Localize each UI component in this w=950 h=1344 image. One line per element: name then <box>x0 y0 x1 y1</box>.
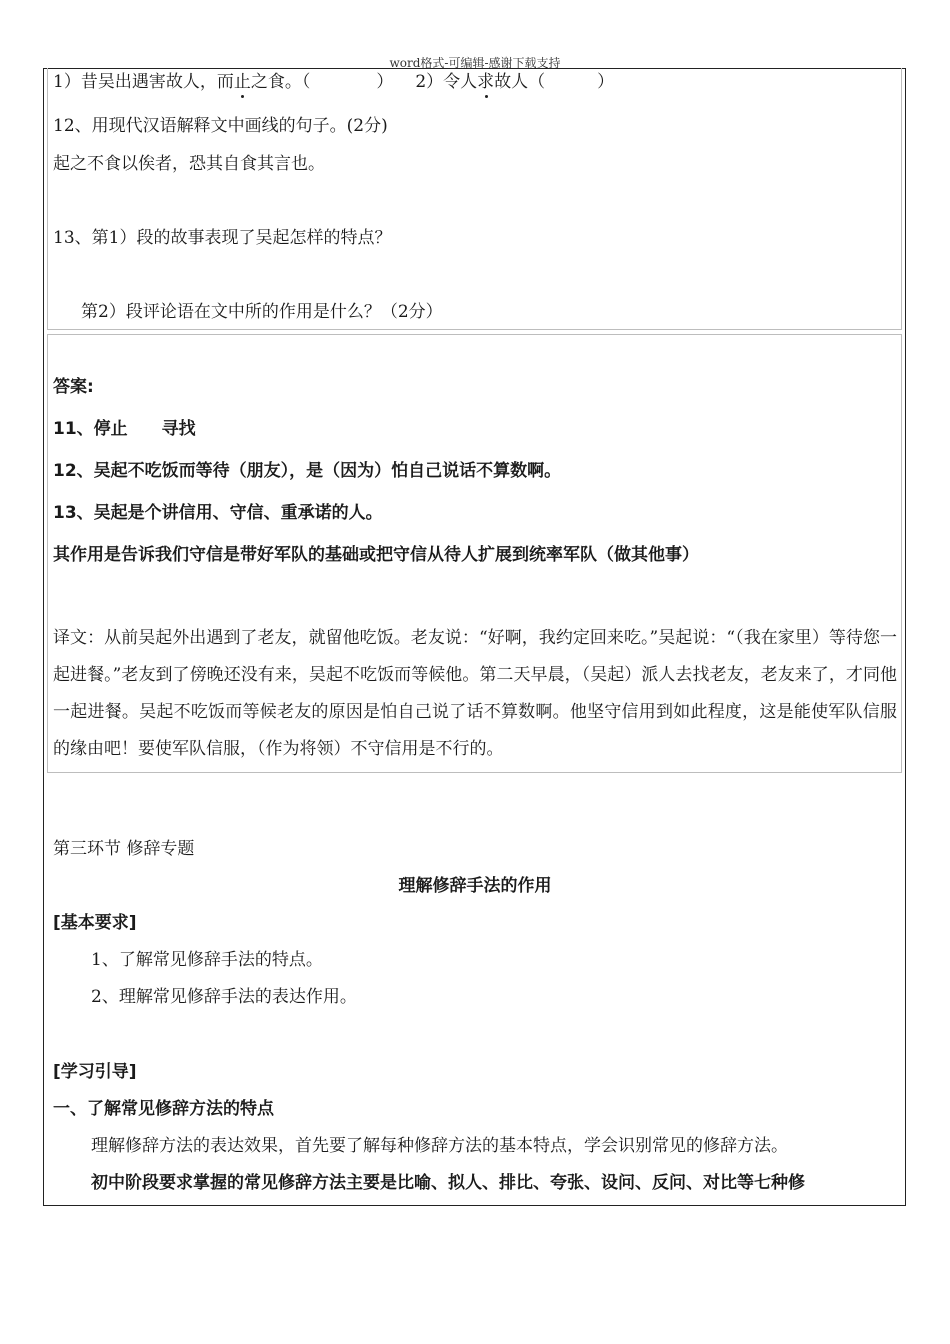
learning-guide-heading: [学习引导] <box>53 1062 137 1082</box>
question-12: 12、用现代汉语解释文中画线的句子。(2分) <box>53 116 388 136</box>
page-header: word格式-可编辑-感谢下载支持 <box>389 56 561 70</box>
guide-1-heading: 一、了解常见修辞方法的特点 <box>53 1099 274 1119</box>
translation-paragraph: 译文：从前吴起外出遇到了老友，就留他吃饭。老友说：“好啊，我约定回来吃。”吴起说：“（我在家里）等待您一起进餐。”老友到了傍晚还没有来，吴起不吃饭而等候他。第二天早晨，（吴起）派人去找老友，老友来了，才同他一起进餐。吴起不吃饭而等候老友的原因是怕自己说了话不算数啊。他坚守信用到如此程度，这是能使军队信服的缘由吧！要使军队信服，（作为将领）不守信用是不行的。 <box>53 628 897 759</box>
question-12-sentence: 起之不食以俟者，恐其自食其言也。 <box>53 154 325 174</box>
answer-12: 12、吴起不吃饭而等待（朋友），是（因为）怕自己说话不算数啊。 <box>53 461 562 481</box>
section-title: 第三环节 修辞专题 <box>53 839 195 859</box>
answers-heading: 答案: <box>53 377 94 397</box>
question-13: 13、第1）段的故事表现了吴起怎样的特点？ <box>53 228 392 248</box>
emphasis-char-stop: 止 <box>233 72 251 92</box>
questions-box <box>47 68 902 330</box>
guide-1-paragraph-1: 理解修辞方法的表达效果，首先要了解每种修辞方法的基本特点，学会识别常见的修辞方法。 <box>91 1136 788 1156</box>
answer-13: 13、吴起是个讲信用、守信、重承诺的人。 <box>53 503 383 523</box>
requirement-2: 2、理解常见修辞手法的表达作用。 <box>91 987 357 1007</box>
emphasis-char-seek: 求 <box>477 72 495 92</box>
guide-1-paragraph-2: 初中阶段要求掌握的常见修辞方法主要是比喻、拟人、排比、夸张、设问、反问、对比等七种修 <box>91 1173 805 1193</box>
question-13-part2: 第2）段评论语在文中所的作用是什么？（2分） <box>81 302 443 322</box>
answer-13-role: 其作用是告诉我们守信是带好军队的基础或把守信从待人扩展到统率军队（做其他事） <box>53 545 699 565</box>
requirement-1: 1、了解常见修辞手法的特点。 <box>91 950 323 970</box>
basic-requirements-heading: [基本要求] <box>53 913 137 933</box>
section-subtitle: 理解修辞手法的作用 <box>398 876 552 896</box>
answer-11: 11、停止 寻找 <box>53 419 196 439</box>
question-11-line: 1）昔吴出遇害故人，而止之食。（ ） 2）令人求故人（ ） <box>53 72 615 92</box>
